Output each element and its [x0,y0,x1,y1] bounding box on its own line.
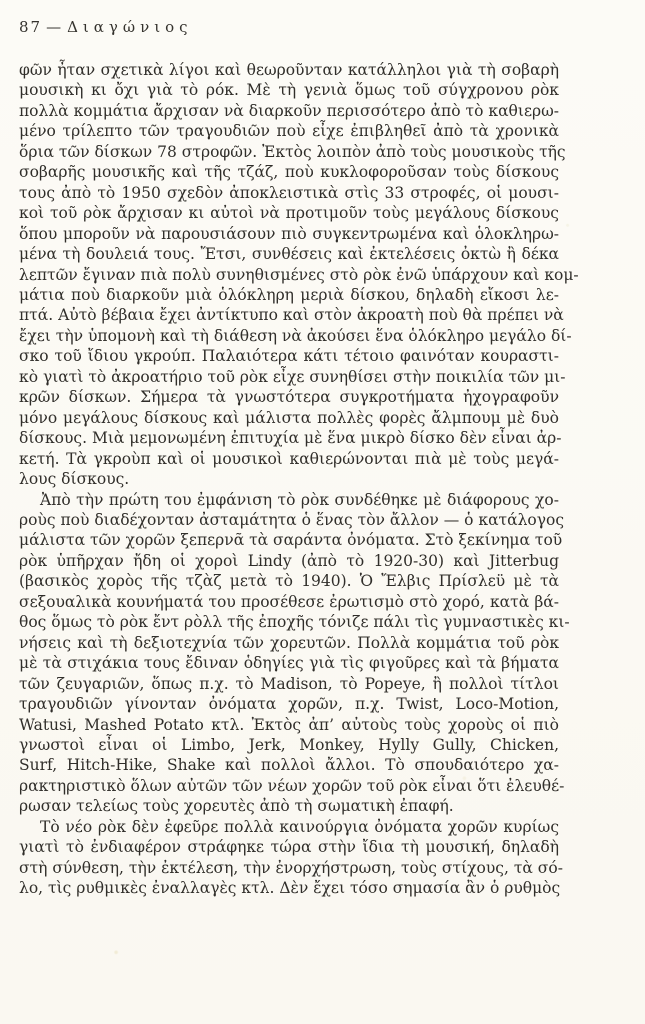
text-line: κοὶ τοῦ ρὸκ ἄρχισαν κι αὐτοὶ νὰ προτιμοῦν τοὺς μεγάλους δίσκους [19,204,559,223]
text-line: μένο τρίλεπτο τῶν τραγουδιῶν ποὺ εἶχε ἐπιβληθεῖ ἀπὸ τὰ χρονικὰ [19,122,559,141]
page-body [19,60,579,899]
text-line: Watusi, Mashed Potato κτλ. Ἐκτὸς ἀπ’ αὐτοὺς τοὺς χοροὺς οἱ πιὸ [19,715,559,734]
text-line: (βασικὸς χορὸς τῆς τζὰζ μετὰ τὸ 1940). Ὁ Ἔλβις Πρίσλεϋ μὲ τὰ [19,572,559,591]
text-line: λους δίσκους. [19,470,130,489]
text-line: λο, τὶς ρυθμικὲς ἐναλλαγὲς κτλ. Δὲν ἔχει τόσο σημασία ἂν ὁ ρυθμὸς [19,879,561,898]
text-line: κετή. Τὰ γκροὺπ καὶ οἱ μουσικοὶ καθιερώνονται πιὰ μὲ τοὺς μεγά- [19,449,559,468]
text-line: γνωστοὶ εἶναι οἱ Limbo, Jerk, Monkey, Hylly Gully, Chicken, [19,735,559,754]
text-line: νήσεις καὶ τὴ δεξιοτεχνία τῶν χορευτῶν. Πολλὰ κομμάτια τοῦ ρὸκ [19,633,559,652]
text-line: ρακτηριστικὸ ὅλων αὐτῶν τῶν νέων χορῶν τοῦ ρὸκ εἶναι ὅτι ἐλευθέ- [19,776,565,795]
page-header [19,18,193,36]
text-line: Ἀπὸ τὴν πρώτη του ἐμφάνιση τὸ ρὸκ συνδέθηκε μὲ διάφορους χο- [40,490,559,509]
text-line: πολλὰ κομμάτια ἄρχισαν νὰ διαρκοῦν περισσότερο ἀπὸ τὸ καθιερω- [19,101,559,120]
text-line: κρῶν δίσκων. Σήμερα τὰ γνωστότερα συγκροτήματα ἠχογραφοῦν [19,388,559,407]
text-line: ἔχει τὴν ὑπομονὴ καὶ τὴ διάθεση νὰ ἀκούσει ἕνα ὁλόκληρο μεγάλο δί- [19,326,572,345]
text-line: κὸ γιατὶ τὸ ἀκροατήριο τοῦ ρὸκ εἶχε συνηθίσει στὴν ποικιλία τῶν μι- [19,367,566,386]
text-line: σοβαρῆς μουσικῆς καὶ τῆς τζάζ, ποὺ κυκλοφοροῦσαν τοὺς δίσκους [19,163,559,182]
text-line: ρὸκ ὑπῆρχαν ἤδη οἱ χοροὶ Lindy (ἀπὸ τὸ 1920-30) καὶ Jitterbug [19,551,559,570]
text-line: θος ὅμως τὸ ρὸκ ἔντ ρὸλλ τῆς ἐποχῆς τόνιζε πάλι τὶς γυμναστικὲς κι- [19,613,570,632]
text-line: σκο τοῦ ἴδιου γκρούπ. Παλαιότερα κάτι τέτοιο φαινόταν κουραστι- [19,347,559,366]
text-line: πτά. Αὐτὸ βέβαια ἔχει ἀντίκτυπο καὶ στὸν ἀκροατὴ ποὺ θὰ πρέπει νὰ [19,306,564,325]
text-line: Surf, Hitch-Hike, Shake καὶ πολλοὶ ἄλλοι. Τὸ σπουδαιότερο χα- [19,756,559,775]
text-line: φῶν ἦταν σχετικὰ λίγοι καὶ θεωροῦνταν κατάλληλοι γιὰ τὴ σοβαρὴ [19,61,559,79]
text-line: δίσκους. Μιὰ μεμονωμένη ἐπιτυχία μὲ ἕνα μικρὸ δίσκο δὲν εἶναι ἀρ- [19,429,562,448]
header-separator: — [46,18,62,36]
text-line: τῶν ζευγαριῶν, ὅπως π.χ. τὸ Madison, τὸ Popeye, ἢ πολλοὶ τίτλοι [19,674,559,693]
text-line: μουσικὴ κι ὄχι γιὰ τὸ ρόκ. Μὲ τὴ γενιὰ ὅμως τοῦ σύγχρονου ρὸκ [19,81,559,100]
page-number: 87 [19,18,43,36]
text-line: μάτια ποὺ διαρκοῦν μιὰ ὁλόκληρη μεριὰ δίσκου, δηλαδὴ εἴκοσι λε- [19,285,559,304]
text-line: τραγουδιῶν γίνονταν ὀνόματα χορῶν, π.χ. Twist, Loco-Motion, [19,695,559,714]
text-line: γιατὶ τὸ ἐνδιαφέρον στράφηκε τώρα στὴν ἴδια τὴ μουσική, δηλαδὴ [19,838,559,857]
text-line: μόνο μεγάλους δίσκους καὶ μάλιστα πολλὲς φορὲς ἄλμπουμ μὲ δυὸ [19,408,559,427]
text-line: μάλιστα τῶν χορῶν ξεπερνᾶ τὰ σαράντα ὀνόματα. Στὸ ξεκίνημα τοῦ [19,531,563,550]
text-line: ὅρια τῶν δίσκων 78 στροφῶν. Ἐκτὸς λοιπὸν ἀπὸ τοὺς μουσικοὺς τῆς [19,142,566,161]
text-line: μένα τὴ δουλειά τους. Ἔτσι, συνθέσεις καὶ ἐκτελέσεις ὀκτὼ ἢ δέκα [19,245,559,264]
page-title: Διαγώνιος [67,18,193,36]
text-line: τους ἀπὸ τὸ 1950 σχεδὸν ἀποκλειστικὰ στὶς 33 στροφές, οἱ μουσι- [19,183,559,202]
text-line: λεπτῶν ἔγιναν πιὰ πολὺ συνηθισμένες στὸ ρὸκ ἐνῶ ὑπάρχουν καὶ κομ- [19,265,579,284]
text-line: ρωσαν τελείως τοὺς χορευτὲς ἀπὸ τὴ σωματικὴ ἐπαφή. [19,797,454,816]
text-line: σεξουαλικὰ κουνήματά του προσέθεσε ἐρωτισμὸ στὸ χορό, κατὰ βά- [19,592,559,611]
text-line: μὲ τὰ στιχάκια τους ἔδιναν ὁδηγίες γιὰ τὶς φιγοῦρες καὶ τὰ βήματα [19,654,559,673]
text-line: Τὸ νέο ρὸκ δὲν ἐφεῦρε πολλὰ καινούργια ὀνόματα χορῶν κυρίως [40,817,559,836]
text-line: ὅπου μποροῦν νὰ παρουσιάσουν πιὸ συγκεντρωμένα καὶ ὁλοκληρω- [19,224,559,243]
text-line: στὴ σύνθεση, τὴν ἐκτέλεση, τὴν ἐνορχήστρωση, τοὺς στίχους, τὰ σό- [19,858,563,877]
text-line: ροὺς ποὺ διαδέχονταν ἀσταμάτητα ὁ ἕνας τὸν ἄλλον — ὁ κατάλογος [19,510,565,529]
